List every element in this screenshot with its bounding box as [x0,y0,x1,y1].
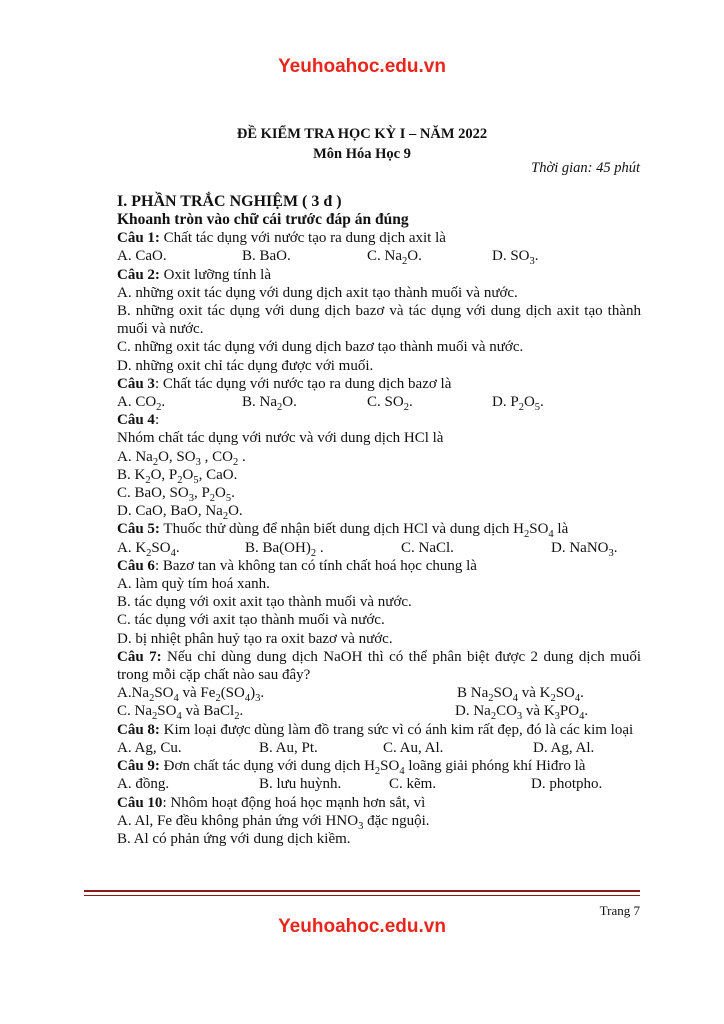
option-c: C. Au, Al. [383,739,444,756]
option-d: D. Ag, Al. [533,739,595,756]
option-d: D. những oxit chỉ tác dụng được với muối. [117,357,374,374]
option-b: B. Au, Pt. [259,739,318,756]
option-d: D. $P_2O_5$. [492,394,544,414]
option-d: D. CaO, BaO, $Na_2O$. [117,503,243,523]
question-8: Câu 8: Kim loại được dùng làm đồ trang sức vì có ánh kim rất đẹp, đó là các kim loại [117,721,634,738]
option-a: A. $Na_2O$, $SO_3$ , $CO_2$ . [117,448,246,468]
question-5: Câu 5: Thuốc thử dùng để nhận biết dung dịch HCl và dung dịch $H_2SO_4$ là [117,521,569,541]
question-3-options [117,393,641,414]
option-a: A. những oxit tác dụng với dung dịch axit tạo thành muối và nước. [117,284,518,301]
option-c: C. $SO_2$. [367,394,413,414]
option-a: A. $CO_2$. [117,394,166,414]
option-a: A. $K_2SO_4$. [117,539,180,559]
exam-subject: Môn Hóa Học 9 [313,146,411,162]
question-7-options-row1 [117,684,641,705]
question-7: Câu 7: Nếu chỉ dùng dung dịch NaOH thì có thể phân biệt được 2 dung dịch muối trong mỗi cặp chất nào sau đây? [117,648,641,684]
option-a: A. đồng. [117,776,170,793]
option-b: B. $Na_2O$. [242,394,297,414]
exam-content [117,192,641,848]
option-c: C. tác dụng với axit tạo thành muối và nước. [117,612,385,629]
option-d: D. photpho. [531,776,603,793]
site-header-logo: Yeuhoahoc.edu.vn [278,56,446,77]
question-9-options [117,775,641,793]
option-d: D. $SO_3$. [492,248,539,268]
question-10: Câu 10: Nhôm hoạt động hoá học mạnh hơn sắt, vì [117,794,426,811]
option-b: B. tác dụng với oxit axit tạo thành muối và nước. [117,594,412,611]
option-c: C. $Na_2SO_4$ và BaCl$_2$. [117,703,244,723]
exam-title: ĐỀ KIỂM TRA HỌC KỲ I – NĂM 2022 [236,126,488,142]
option-c: C. $Na_2O$. [367,248,422,268]
option-a: A. Al, Fe đều không phản ứng với $HNO_3$ đặc nguội. [117,812,430,832]
option-a: A. CaO. [117,248,167,265]
footer-rule [84,890,640,892]
option-b: B. $K_2O$, $P_2O_5$, CaO. [117,466,238,486]
page-number: Trang 7 [599,903,640,918]
option-d: D. bị nhiệt phân huỷ tạo ra oxit bazơ và nước. [117,630,393,647]
option-b: B. lưu huỳnh. [259,776,342,793]
question-3: Câu 3: Chất tác dụng với nước tạo ra dung dịch bazơ là [117,375,452,392]
question-1: Câu 1: Chất tác dụng với nước tạo ra dung dịch axit là [117,230,446,247]
question-9: Câu 9: Đơn chất tác dụng với dung dịch $H_2SO_4$ loãng giải phóng khí Hiđro là [117,758,586,778]
option-c: C. NaCl. [401,539,454,556]
option-b: B. Al có phản ứng với dung dịch kiềm. [117,830,351,847]
question-4-stem: Nhóm chất tác dụng với nước và với dung dịch HCl là [117,430,444,447]
option-a: A. Ag, Cu. [117,739,182,756]
option-b: B. $Ba(OH)_2$ . [245,539,324,559]
question-8-options [117,739,641,757]
question-5-options [117,539,641,557]
section-heading: I. PHẦN TRẮC NGHIỆM ( 3 đ ) [117,193,342,210]
option-c: C. những oxit tác dụng với dung dịch bazơ tạo thành muối và nước. [117,339,524,356]
question-1-options [117,247,641,268]
option-c: C. BaO, $SO_3$, $P_2O_5$. [117,485,235,505]
question-4: Câu 4: [117,412,160,429]
exam-duration: Thời gian: 45 phút [531,160,640,176]
instruction: Khoanh tròn vào chữ cái trước đáp án đúng [117,211,409,228]
option-c: C. kẽm. [389,776,437,793]
site-footer-logo: Yeuhoahoc.edu.vn [278,916,446,937]
option-b: B $Na_2SO_4$ và $K_2SO_4$. [457,685,584,705]
option-b: B. BaO. [242,248,291,265]
question-6: Câu 6: Bazơ tan và không tan có tính chất hoá học chung là [117,557,477,574]
option-b: B. những oxit tác dụng với dung dịch bazơ và tác dụng với dung dịch axit tạo thành muối và nước. [117,303,641,338]
option-d: D. NaNO$_3$. [551,539,618,559]
question-2: Câu 2: Oxit lưỡng tính là [117,266,271,283]
option-a: $A.Na_2SO_4$ và $Fe_2(SO_4)_3$. [117,685,265,705]
question-7-options-row2 [117,702,641,723]
option-a: A. làm quỳ tím hoá xanh. [117,576,270,593]
option-d: D. $Na_2CO_3$ và $K_3PO_4$. [455,703,589,723]
footer-rule-thin [84,895,640,896]
